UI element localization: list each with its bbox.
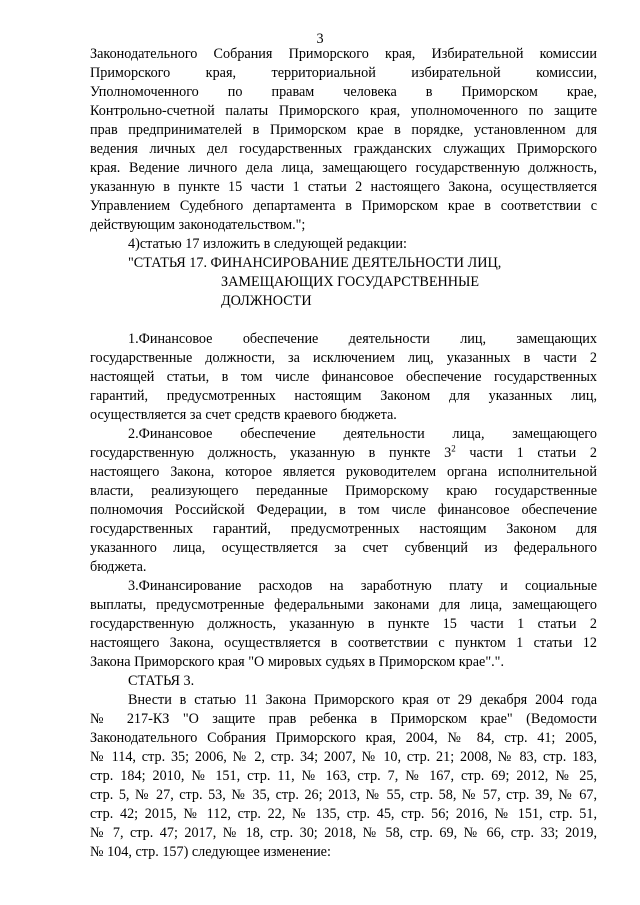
text-line: Приморского края, территориальной избирательной комиссии, [90,65,597,81]
text-line: государственных гарантий, предусмотренных настоящим Законом для [90,521,597,537]
text-line: выплаты, предусмотренные федеральными законами для лица, замещающего [90,597,597,613]
text-fragment: государственную должность, указанную в пункте 3 [90,445,452,461]
superscript: 2 [451,443,456,454]
article-17-paragraph-1 [90,330,597,425]
text-line: 3.Финансирование расходов на заработную плату и социальные [128,578,597,594]
text-line: прав предпринимателей в Приморском крае в порядке, установленном для [90,122,597,138]
text-line: Закона Приморского края "О мировых судьях в Приморском крае".". [90,654,505,670]
text-line: гарантий, предусмотренных настоящим Законом для указанных лиц, [90,388,597,404]
text-line: стр. 184; 2010, № 151, стр. 11, № 163, стр. 7, № 167, стр. 69; 2012, № 25, [90,768,597,784]
text-line: края. Ведение личного дела лица, замещающего государственную должность, [90,160,597,176]
text-line: настоящей статьи, в том числе финансовое обеспечение государственных [90,369,597,385]
article-17-paragraph-3 [90,577,597,672]
text-line: СТАТЬЯ 3. [128,673,195,689]
text-line: государственную должность, указанную в пункте 15 части 1 статьи 2 [90,616,597,632]
text-fragment: части 1 статьи 2 [455,445,597,461]
heading-line: ДОЛЖНОСТИ [221,293,312,309]
heading-line: ЗАМЕЩАЮЩИХ ГОСУДАРСТВЕННЫЕ [221,274,480,290]
text-line: указанную в пункте 15 части 1 статьи 2 настоящего Закона, осуществляется [90,179,597,195]
text-line: действующим законодательством."; [90,217,306,233]
text-line: Контрольно-счетной палаты Приморского края, уполномоченного по защите [90,103,597,119]
text-line: 2.Финансовое обеспечение деятельности лица, замещающего [128,426,597,442]
text-line: № 114, стр. 35; 2006, № 2, стр. 34; 2007, № 10, стр. 21; 2008, № 83, стр. 183, [90,749,597,765]
page-number: 3 [316,31,324,47]
text-line: указанного лица, осуществляется за счет субвенций из федерального [90,540,597,556]
text-line: 4)статью 17 изложить в следующей редакции: [128,236,407,252]
text-line: Уполномоченного по правам человека в Приморском крае, [90,84,597,100]
article-3-paragraph [90,691,597,862]
text-line: полномочия Российской Федерации, в том числе финансовое обеспечение [90,502,597,518]
text-line: № 7, стр. 47; 2017, № 18, стр. 30; 2018, № 58, стр. 69, № 66, стр. 33; 2019, [90,825,597,841]
text-line: осуществляется за счет средств краевого бюджета. [90,407,397,423]
text-line-with-superscript [90,444,597,463]
text-line: Законодательного Собрания Приморского края, Избирательной комиссии [90,46,597,62]
text-line: государственные должности, за исключением лиц, указанных в части 2 [90,350,597,366]
text-line: № 217-КЗ "О защите прав ребенка в Приморском крае" (Ведомости [90,711,597,727]
amendment-item-4 [90,235,597,254]
text-line: ведения личных дел государственных гражданских служащих Приморского [90,141,597,157]
article-3-title [90,672,597,691]
text-line: бюджета. [90,559,147,575]
text-line: Управлением Судебного департамента в Приморском крае в соответствии с [90,198,597,214]
text-line: власти, реализующего переданные Приморскому краю государственные [90,483,597,499]
text-line: стр. 42; 2015, № 112, стр. 22, № 135, стр. 45, стр. 56; 2016, № 151, стр. 51, [90,806,597,822]
text-line: Законодательного Собрания Приморского края, 2004, № 84, стр. 41; 2005, [90,730,597,746]
text-line: 1.Финансовое обеспечение деятельности лиц, замещающих [128,331,597,347]
text-line: настоящего Закона, осуществляется в соответствии с пунктом 1 статьи 12 [90,635,597,651]
continuation-paragraph [90,45,597,235]
text-line: Внести в статью 11 Закона Приморского края от 29 декабря 2004 года [128,692,597,708]
text-line: стр. 5, № 27, стр. 53, № 35, стр. 26; 2013, № 55, стр. 58, № 57, стр. 39, № 67, [90,787,597,803]
text-line: № 104, стр. 157) следующее изменение: [90,844,331,860]
heading-line: "СТАТЬЯ 17. ФИНАНСИРОВАНИЕ ДЕЯТЕЛЬНОСТИ ЛИЦ, [128,255,502,271]
article-17-paragraph-2 [90,425,597,577]
text-line: настоящего Закона, которое является руководителем органа исполнительной [90,464,597,480]
